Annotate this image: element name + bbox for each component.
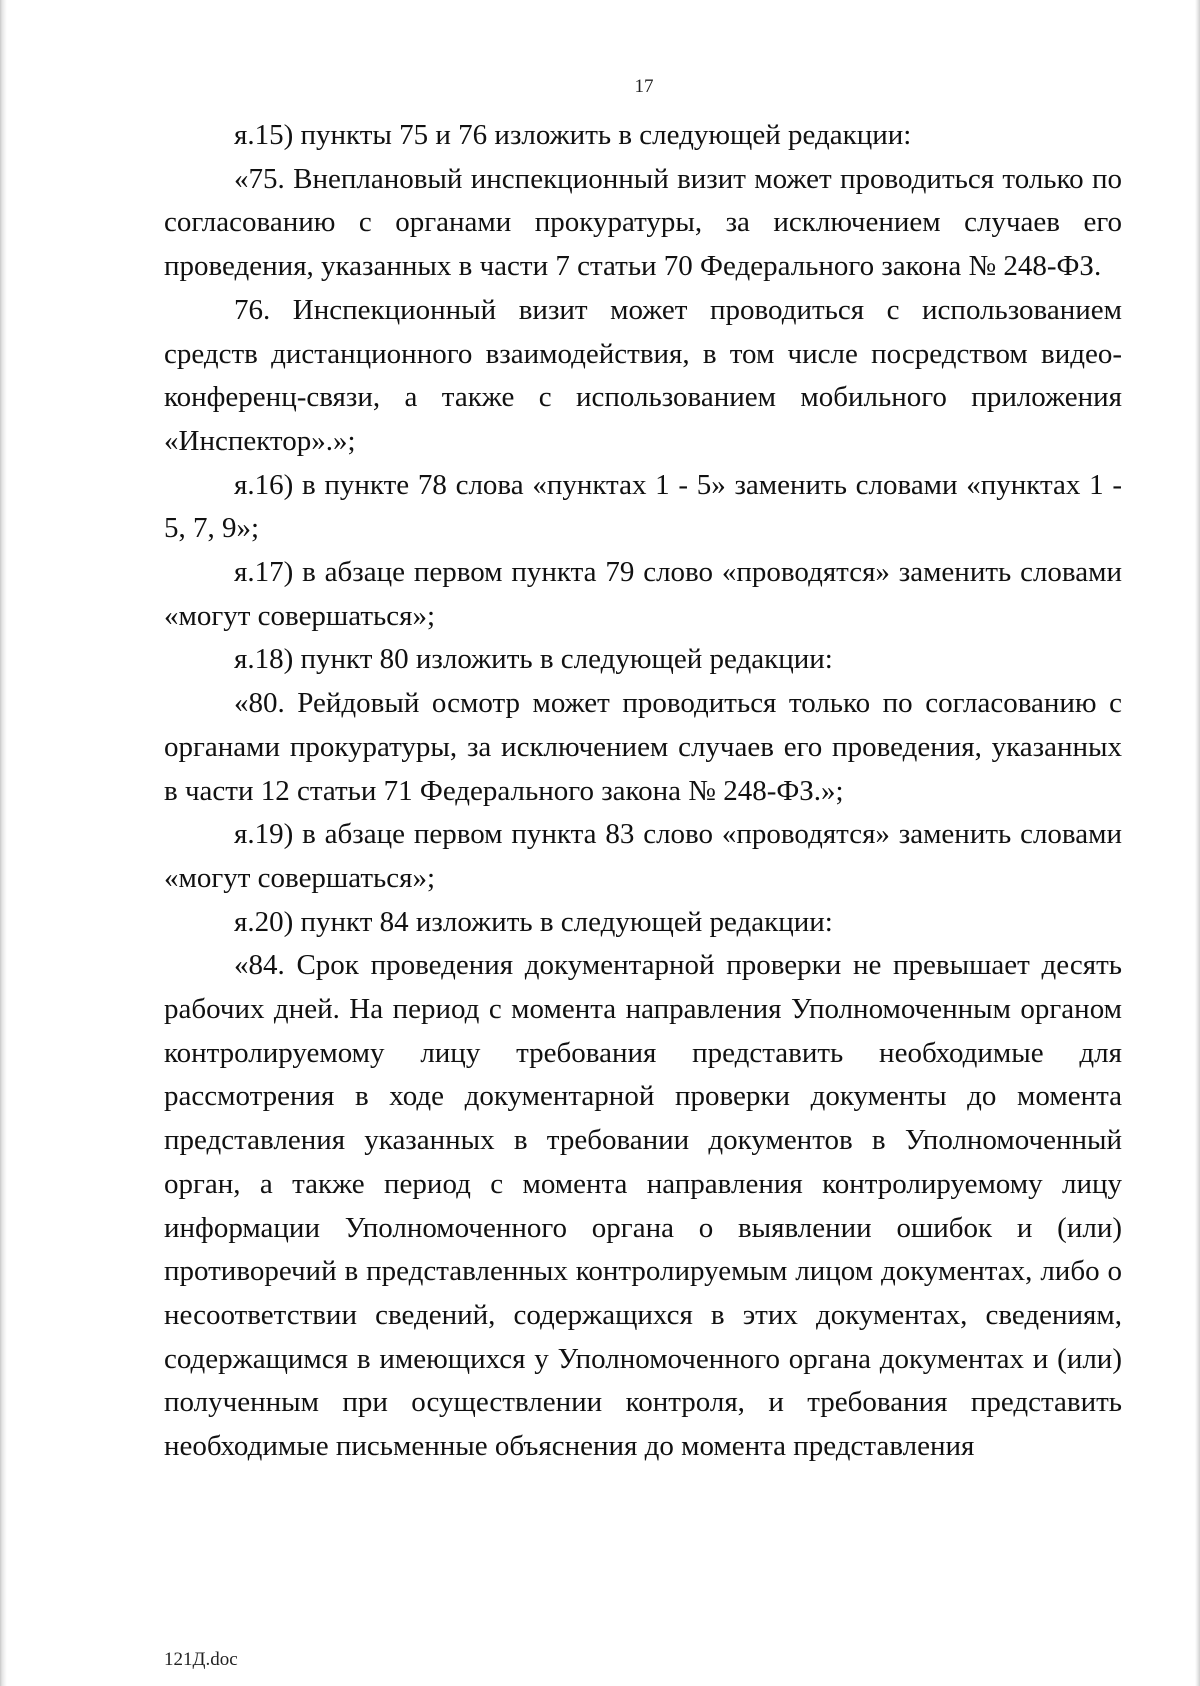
paragraph-item-19: я.19) в абзаце первом пункта 83 слово «проводятся» заменить словами «могут совершаться»;	[164, 818, 1122, 894]
paragraph-item-15: я.15) пункты 75 и 76 изложить в следующей редакции:	[234, 119, 912, 151]
paragraph-point-75: «75. Внеплановый инспекционный визит может проводиться только по согласованию с органами прокуратуры, за исключением случаев его проведения, указанных в части 7 статьи 70 Федерального закона № 248-ФЗ.	[164, 162, 1122, 283]
paragraph-point-84: «84. Срок проведения документарной проверки не превышает десять рабочих дней. На период с момента направления Уполномоченным органом контролируемому лицу требования представить необходимые для рассмотрения в ходе документарной проверки документы до момента представления указанных в требовании документов в Уполномоченный орган, а также период с момента направления контролируемому лицу информации Уполномоченного органа о выявлении ошибок и (или) противоречий в представленных контролируемым лицом документах, либо о несоответствии сведений, содержащихся в этих документах, сведениям, содержащимся в имеющихся у Уполномоченного органа документах и (или) полученным при осуществлении контроля, и требования представить необходимые письменные объяснения до момента представления	[164, 949, 1122, 1463]
paragraph-item-18: я.18) пункт 80 изложить в следующей редакции:	[234, 643, 833, 676]
paragraph-item-16: я.16) в пункте 78 слова «пунктах 1 - 5» заменить словами «пунктах 1 - 5, 7, 9»;	[164, 468, 1122, 545]
paragraph-item-20: я.20) пункт 84 изложить в следующей редакции:	[234, 905, 833, 938]
page-number: 17	[634, 76, 654, 97]
paragraph-item-17: я.17) в абзаце первом пункта 79 слово «проводятся» заменить словами «могут совершаться»;	[164, 556, 1122, 632]
document-body	[164, 114, 1122, 1469]
scan-edge-left	[0, 0, 7, 1686]
paragraph-point-76: 76. Инспекционный визит может проводиться с использованием средств дистанционного взаимодействия, в том числе посредством видео-конференц-связи, а также с использованием мобильного приложения «Инспектор».»;	[164, 293, 1122, 457]
footer-filename: 121Д.doc	[164, 1649, 238, 1670]
paragraph-point-80: «80. Рейдовый осмотр может проводиться только по согласованию с органами прокуратуры, за исключением случаев его проведения, указанных в части 12 статьи 71 Федерального закона № 248-ФЗ.»;	[164, 687, 1122, 807]
scan-edge-right	[1195, 0, 1200, 1686]
